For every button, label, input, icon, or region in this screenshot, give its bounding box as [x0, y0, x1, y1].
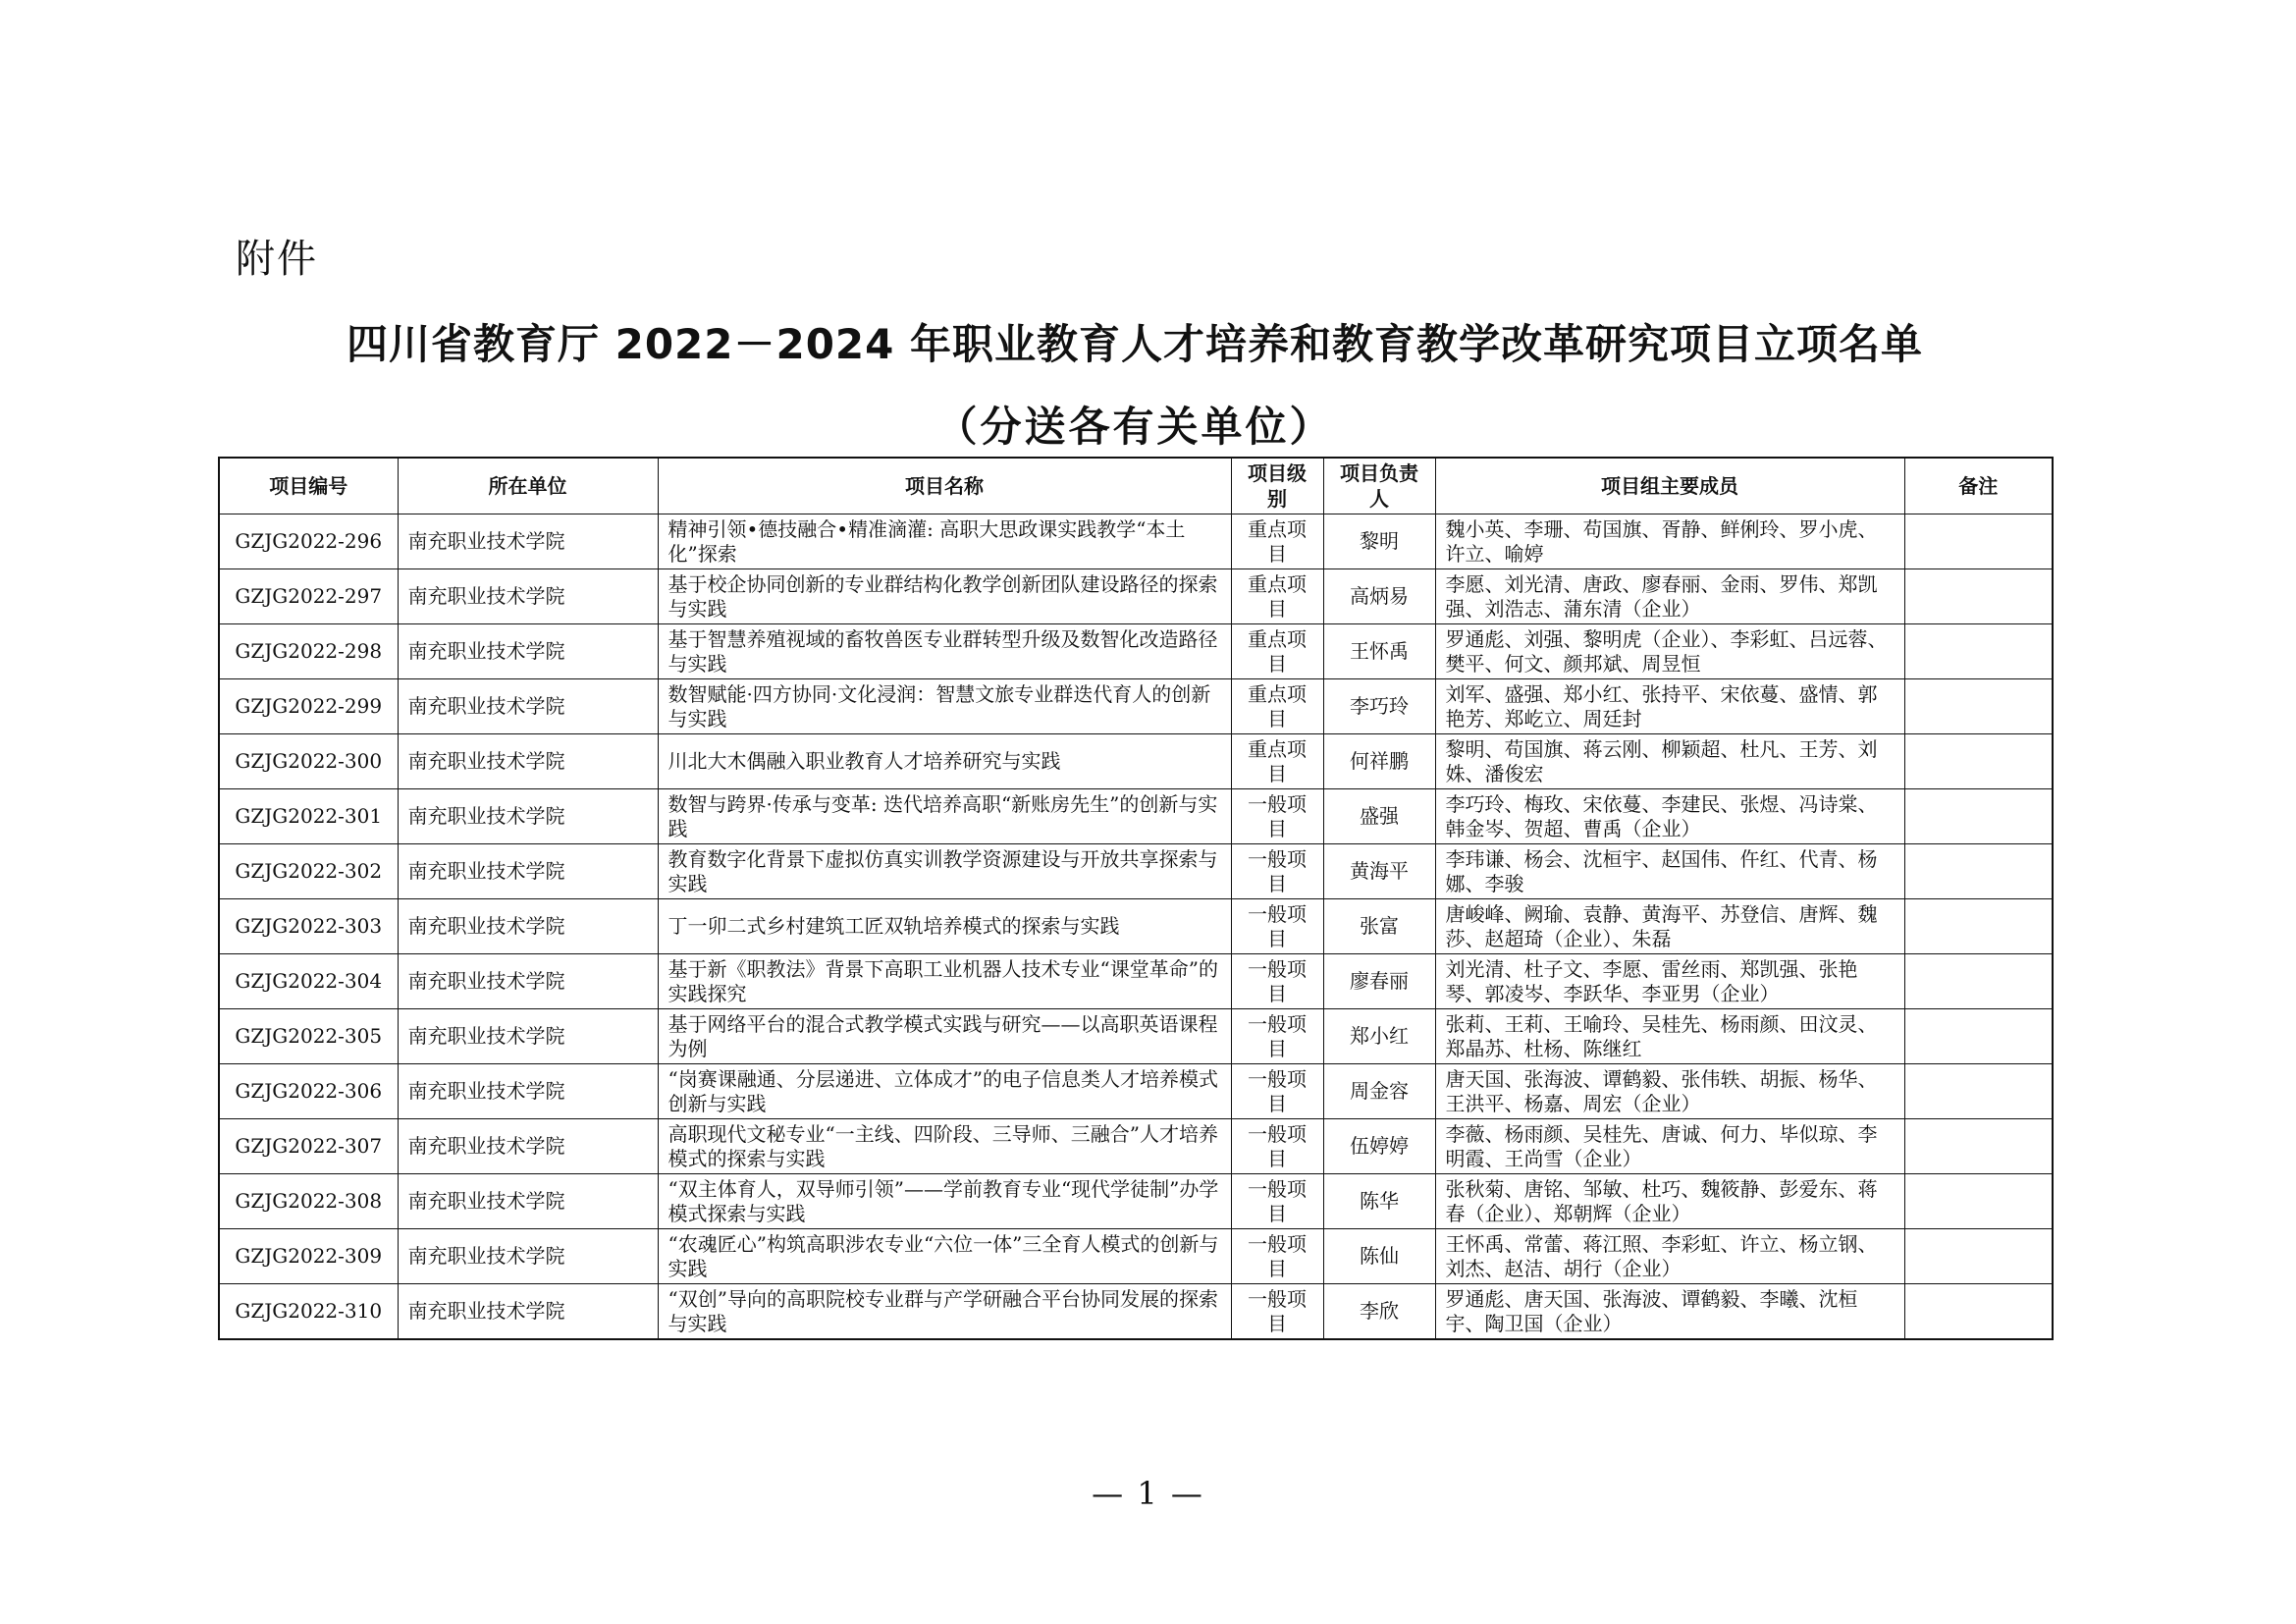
- note-cell: [1904, 899, 2053, 954]
- project-name-cell: 数智与跨界·传承与变革: 迭代培养高职“新账房先生”的创新与实践: [658, 789, 1231, 844]
- project-name-cell: 教育数字化背景下虚拟仿真实训教学资源建设与开放共享探索与实践: [658, 844, 1231, 899]
- level-cell: 一般项目: [1231, 954, 1323, 1009]
- note-cell: [1904, 789, 2053, 844]
- project-id-cell: GZJG2022-299: [219, 679, 398, 734]
- table-row: [219, 1284, 2053, 1340]
- document-subtitle: （分送各有关单位）: [935, 403, 1334, 451]
- project-name-cell: “双创”导向的高职院校专业群与产学研融合平台协同发展的探索与实践: [658, 1284, 1231, 1340]
- note-cell: [1904, 514, 2053, 569]
- unit-cell: 南充职业技术学院: [398, 1229, 658, 1284]
- leader-cell: 陈华: [1323, 1174, 1435, 1229]
- note-cell: [1904, 624, 2053, 679]
- project-id-cell: GZJG2022-302: [219, 844, 398, 899]
- leader-cell: 黎明: [1323, 514, 1435, 569]
- project-id-cell: GZJG2022-297: [219, 569, 398, 624]
- project-id-cell: GZJG2022-305: [219, 1009, 398, 1064]
- table-row: [219, 624, 2053, 679]
- table-row: [219, 954, 2053, 1009]
- project-name-cell: 数智赋能·四方协同·文化浸润：智慧文旅专业群迭代育人的创新与实践: [658, 679, 1231, 734]
- unit-cell: 南充职业技术学院: [398, 514, 658, 569]
- page-number: — 1 —: [1092, 1475, 1204, 1512]
- header-project-id: 项目编号: [219, 458, 398, 514]
- project-id-cell: GZJG2022-296: [219, 514, 398, 569]
- leader-cell: 黄海平: [1323, 844, 1435, 899]
- level-cell: 一般项目: [1231, 899, 1323, 954]
- table-header-row: [219, 458, 2053, 514]
- unit-cell: 南充职业技术学院: [398, 679, 658, 734]
- unit-cell: 南充职业技术学院: [398, 844, 658, 899]
- project-id-cell: GZJG2022-310: [219, 1284, 398, 1340]
- leader-cell: 高炳易: [1323, 569, 1435, 624]
- level-cell: 重点项目: [1231, 734, 1323, 789]
- note-cell: [1904, 1009, 2053, 1064]
- level-cell: 重点项目: [1231, 679, 1323, 734]
- table-row: [219, 1174, 2053, 1229]
- attachment-label: 附件: [236, 237, 318, 282]
- level-cell: 一般项目: [1231, 1064, 1323, 1119]
- note-cell: [1904, 1174, 2053, 1229]
- leader-cell: 李欣: [1323, 1284, 1435, 1340]
- leader-cell: 周金容: [1323, 1064, 1435, 1119]
- project-name-cell: “农魂匠心”构筑高职涉农专业“六位一体”三全育人模式的创新与实践: [658, 1229, 1231, 1284]
- members-cell: 李薇、杨雨颜、吴桂先、唐诚、何力、毕似琼、李明霞、王尚雪（企业）: [1435, 1119, 1904, 1174]
- unit-cell: 南充职业技术学院: [398, 1119, 658, 1174]
- note-cell: [1904, 1119, 2053, 1174]
- members-cell: 张秋菊、唐铭、邹敏、杜巧、魏筱静、彭爱东、蒋春（企业）、郑朝辉（企业）: [1435, 1174, 1904, 1229]
- project-name-cell: 川北大木偶融入职业教育人才培养研究与实践: [658, 734, 1231, 789]
- members-cell: 黎明、苟国旗、蒋云刚、柳颖超、杜凡、王芳、刘姝、潘俊宏: [1435, 734, 1904, 789]
- note-cell: [1904, 954, 2053, 1009]
- project-id-cell: GZJG2022-307: [219, 1119, 398, 1174]
- project-id-cell: GZJG2022-309: [219, 1229, 398, 1284]
- project-id-cell: GZJG2022-303: [219, 899, 398, 954]
- members-cell: 李愿、刘光清、唐政、廖春丽、金雨、罗伟、郑凯强、刘浩志、蒲东清（企业）: [1435, 569, 1904, 624]
- project-id-cell: GZJG2022-308: [219, 1174, 398, 1229]
- project-id-cell: GZJG2022-306: [219, 1064, 398, 1119]
- header-note: 备注: [1904, 458, 2053, 514]
- note-cell: [1904, 844, 2053, 899]
- members-cell: 唐天国、张海波、谭鹤毅、张伟轶、胡振、杨华、王洪平、杨嘉、周宏（企业）: [1435, 1064, 1904, 1119]
- table-row: [219, 844, 2053, 899]
- level-cell: 重点项目: [1231, 624, 1323, 679]
- header-unit: 所在单位: [398, 458, 658, 514]
- members-cell: 李巧玲、梅玫、宋依蔓、李建民、张煜、冯诗棠、韩金岑、贺超、曹禹（企业）: [1435, 789, 1904, 844]
- table-row: [219, 1064, 2053, 1119]
- table-row: [219, 679, 2053, 734]
- table-body: [219, 514, 2053, 1340]
- note-cell: [1904, 1284, 2053, 1340]
- members-cell: 刘光清、杜子文、李愿、雷丝雨、郑凯强、张艳琴、郭凌岑、李跃华、李亚男（企业）: [1435, 954, 1904, 1009]
- project-name-cell: “双主体育人，双导师引领”——学前教育专业“现代学徒制”办学模式探索与实践: [658, 1174, 1231, 1229]
- unit-cell: 南充职业技术学院: [398, 1009, 658, 1064]
- level-cell: 重点项目: [1231, 514, 1323, 569]
- table-row: [219, 1119, 2053, 1174]
- document-title: 四川省教育厅 2022－2024 年职业教育人才培养和教育教学改革研究项目立项名单: [346, 320, 1924, 368]
- leader-cell: 郑小红: [1323, 1009, 1435, 1064]
- table-row: [219, 569, 2053, 624]
- header-project-name: 项目名称: [658, 458, 1231, 514]
- leader-cell: 王怀禹: [1323, 624, 1435, 679]
- members-cell: 李玮谦、杨会、沈桓宇、赵国伟、仵红、代青、杨娜、李骏: [1435, 844, 1904, 899]
- project-name-cell: 基于网络平台的混合式教学模式实践与研究——以高职英语课程为例: [658, 1009, 1231, 1064]
- level-cell: 一般项目: [1231, 844, 1323, 899]
- level-cell: 一般项目: [1231, 1009, 1323, 1064]
- header-leader: 项目负责人: [1323, 458, 1435, 514]
- project-id-cell: GZJG2022-300: [219, 734, 398, 789]
- header-level: 项目级别: [1231, 458, 1323, 514]
- level-cell: 一般项目: [1231, 1119, 1323, 1174]
- leader-cell: 廖春丽: [1323, 954, 1435, 1009]
- members-cell: 魏小英、李珊、苟国旗、胥静、鲜俐玲、罗小虎、许立、喻婷: [1435, 514, 1904, 569]
- project-name-cell: 基于新《职教法》背景下高职工业机器人技术专业“课堂革命”的实践探究: [658, 954, 1231, 1009]
- project-name-cell: 精神引领•德技融合•精准滴灌: 高职大思政课实践教学“本土化”探索: [658, 514, 1231, 569]
- members-cell: 罗通彪、唐天国、张海波、谭鹤毅、李曦、沈桓宇、陶卫国（企业）: [1435, 1284, 1904, 1340]
- unit-cell: 南充职业技术学院: [398, 1284, 658, 1340]
- unit-cell: 南充职业技术学院: [398, 624, 658, 679]
- table-row: [219, 789, 2053, 844]
- project-id-cell: GZJG2022-301: [219, 789, 398, 844]
- project-id-cell: GZJG2022-304: [219, 954, 398, 1009]
- project-name-cell: 丁一卯二式乡村建筑工匠双轨培养模式的探索与实践: [658, 899, 1231, 954]
- table-row: [219, 899, 2053, 954]
- table-row: [219, 1229, 2053, 1284]
- unit-cell: 南充职业技术学院: [398, 899, 658, 954]
- note-cell: [1904, 1229, 2053, 1284]
- unit-cell: 南充职业技术学院: [398, 954, 658, 1009]
- note-cell: [1904, 734, 2053, 789]
- note-cell: [1904, 679, 2053, 734]
- leader-cell: 盛强: [1323, 789, 1435, 844]
- note-cell: [1904, 1064, 2053, 1119]
- level-cell: 一般项目: [1231, 1174, 1323, 1229]
- leader-cell: 陈仙: [1323, 1229, 1435, 1284]
- project-table: [218, 457, 2054, 1340]
- level-cell: 一般项目: [1231, 789, 1323, 844]
- leader-cell: 李巧玲: [1323, 679, 1435, 734]
- level-cell: 重点项目: [1231, 569, 1323, 624]
- table-row: [219, 1009, 2053, 1064]
- unit-cell: 南充职业技术学院: [398, 734, 658, 789]
- members-cell: 张莉、王莉、王喻玲、吴桂先、杨雨颜、田汶灵、郑晶苏、杜杨、陈继红: [1435, 1009, 1904, 1064]
- table-row: [219, 734, 2053, 789]
- project-name-cell: 高职现代文秘专业“一主线、四阶段、三导师、三融合”人才培养模式的探索与实践: [658, 1119, 1231, 1174]
- unit-cell: 南充职业技术学院: [398, 1174, 658, 1229]
- level-cell: 一般项目: [1231, 1229, 1323, 1284]
- project-name-cell: 基于校企协同创新的专业群结构化教学创新团队建设路径的探索与实践: [658, 569, 1231, 624]
- members-cell: 罗通彪、刘强、黎明虎（企业）、李彩虹、吕远蓉、樊平、何文、颜邦斌、周昱恒: [1435, 624, 1904, 679]
- table-row: [219, 514, 2053, 569]
- note-cell: [1904, 569, 2053, 624]
- unit-cell: 南充职业技术学院: [398, 789, 658, 844]
- leader-cell: 何祥鹏: [1323, 734, 1435, 789]
- project-name-cell: 基于智慧养殖视域的畜牧兽医专业群转型升级及数智化改造路径与实践: [658, 624, 1231, 679]
- level-cell: 一般项目: [1231, 1284, 1323, 1340]
- project-name-cell: “岗赛课融通、分层递进、立体成才”的电子信息类人才培养模式创新与实践: [658, 1064, 1231, 1119]
- leader-cell: 张富: [1323, 899, 1435, 954]
- leader-cell: 伍婷婷: [1323, 1119, 1435, 1174]
- members-cell: 刘军、盛强、郑小红、张持平、宋依蔓、盛情、郭艳芳、郑屹立、周廷封: [1435, 679, 1904, 734]
- members-cell: 唐峻峰、阙瑜、袁静、黄海平、苏登信、唐辉、魏莎、赵超琦（企业）、朱磊: [1435, 899, 1904, 954]
- unit-cell: 南充职业技术学院: [398, 1064, 658, 1119]
- members-cell: 王怀禹、常蕾、蒋江照、李彩虹、许立、杨立钢、刘杰、赵洁、胡行（企业）: [1435, 1229, 1904, 1284]
- project-id-cell: GZJG2022-298: [219, 624, 398, 679]
- header-members: 项目组主要成员: [1435, 458, 1904, 514]
- unit-cell: 南充职业技术学院: [398, 569, 658, 624]
